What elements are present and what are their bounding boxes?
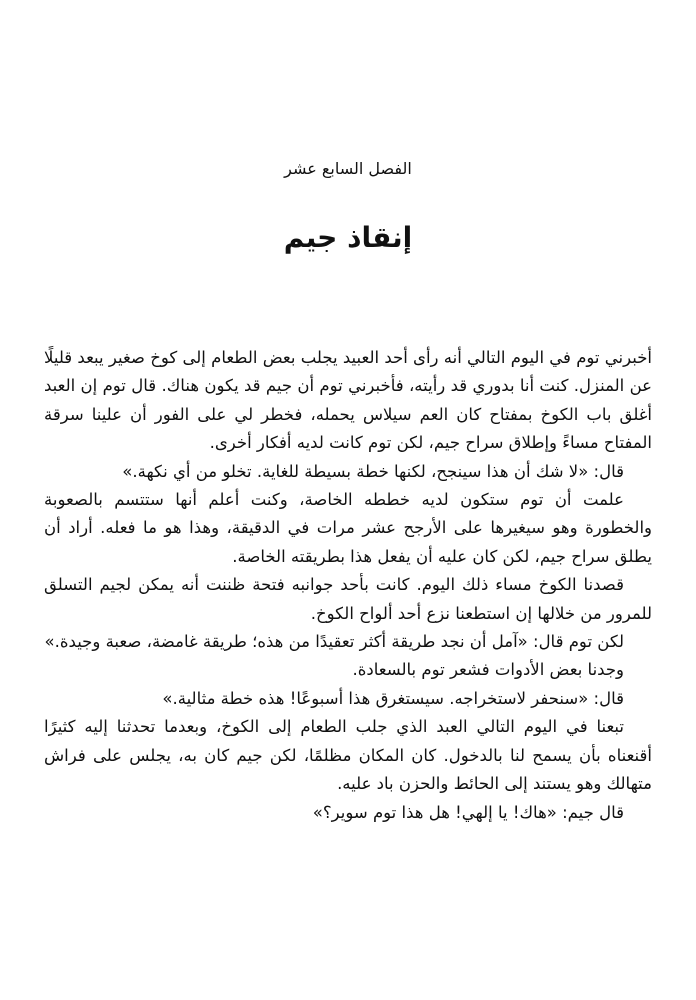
paragraph: أخبرني توم في اليوم التالي أنه رأى أحد العبيد يجلب بعض الطعام إلى كوخ صغير يبعد قليلًا عن المنزل. كنت أنا بدوري قد رأيته، فأخبرني توم أن جيم قد يكون هناك. قال توم إن العبد أغلق باب الكوخ بمفتاح كان العم سيلاس يحمله، فخطر لي على الفور أن علينا سرقة المفتاح مساءً وإطلاق سراح جيم، لكن توم كانت لديه أفكار أخرى.: [44, 348, 652, 453]
chapter-body: [44, 344, 652, 827]
chapter-title: إنقاذ جيم: [283, 221, 413, 254]
paragraph: تبعنا في اليوم التالي العبد الذي جلب الطعام إلى الكوخ، وبعدما تحدثنا إليه كثيرًا أقنعناه بأن يسمح لنا بالدخول. كان المكان مظلمًا، لكن جيم كان به، يجلس على فراش متهالك وهو يستند إلى الحائط والحزن باد عليه.: [44, 717, 652, 794]
paragraph: قال: «سنحفر لاستخراجه. سيستغرق هذا أسبوعًا! هذه خطة مثالية.»: [162, 688, 624, 708]
paragraph: وجدنا بعض الأدوات فشعر توم بالسعادة.: [352, 660, 624, 680]
paragraph: قال جيم: «هاك! يا إلهي! هل هذا توم سوير؟»: [312, 802, 624, 822]
paragraph: لكن توم قال: «آمل أن نجد طريقة أكثر تعقيدًا من هذه؛ طريقة غامضة، صعبة وجيدة.»: [44, 632, 624, 652]
paragraph: علمت أن توم ستكون لديه خططه الخاصة، وكنت أعلم أنها ستتسم بالصعوبة والخطورة وهو سيغيرها على الأرجح عشر مرات في الدقيقة، وهذا هو ما فعله. أراد أن يطلق سراح جيم، لكن كان عليه أن يفعل هذا بطريقته الخاصة.: [44, 490, 652, 566]
paragraph: قال: «لا شك أن هذا سينجح، لكنها خطة بسيطة للغاية. تخلو من أي نكهة.»: [122, 461, 624, 481]
paragraph: قصدنا الكوخ مساء ذلك اليوم. كانت بأحد جوانبه فتحة ظننت أنه يمكن لجيم التسلق للمرور من خلالها إن استطعنا نزع أحد ألواح الكوخ.: [44, 575, 652, 623]
chapter-label: الفصل السابع عشر: [284, 159, 412, 178]
